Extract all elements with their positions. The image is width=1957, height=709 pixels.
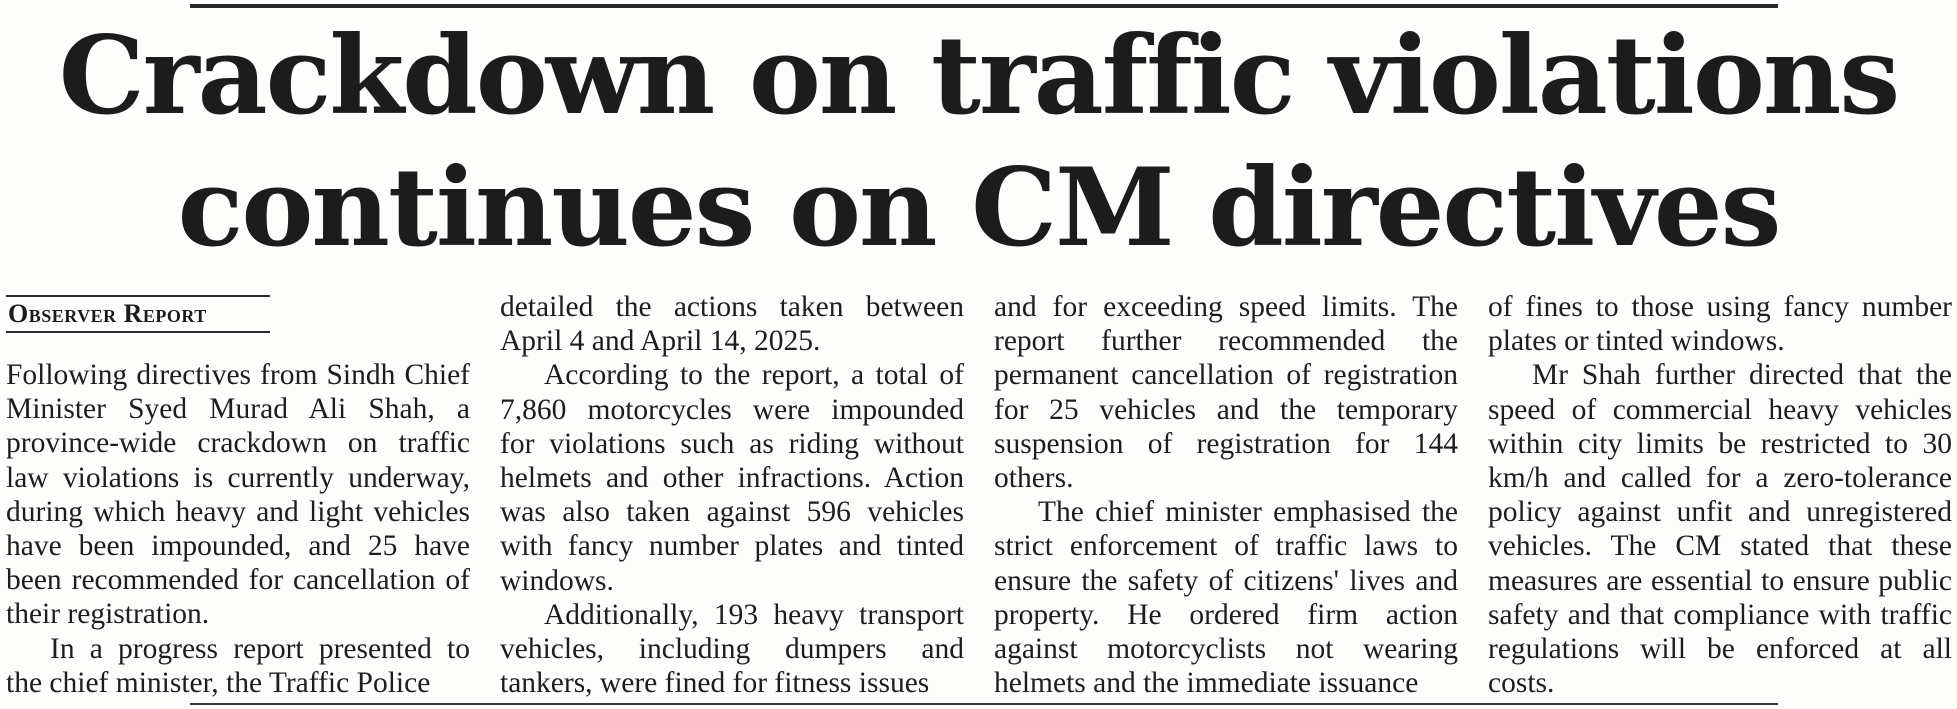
paragraph: and for exceeding speed limits. The report further recommended the permanent cancellation of registration for 25 vehicles and the temporary suspension of registration for 144 others.	[994, 291, 1458, 495]
bottom-rule	[190, 703, 1778, 705]
top-rule	[190, 4, 1778, 8]
article-column-4	[1488, 290, 1952, 700]
paragraph: of fines to those using fancy number plates or tinted windows.	[1488, 291, 1952, 358]
headline: Crackdown on traffic violations continues on CM directives	[58, 13, 1899, 271]
paragraph: Following directives from Sindh Chief Minister Syed Murad Ali Shah, a province-wide crackdown on traffic law violations is currently underway, during which heavy and light vehicles have been impounded, and 25 have been recommended for cancellation of their registration.	[6, 359, 470, 631]
article-column-2	[500, 290, 964, 700]
article-column-1	[6, 358, 470, 700]
paragraph: detailed the actions taken between April 4 and April 14, 2025.	[500, 291, 964, 358]
paragraph: Additionally, 193 heavy transport vehicles, including dumpers and tankers, were fined for fitness issues	[500, 598, 964, 700]
paragraph: According to the report, a total of 7,860 motorcycles were impounded for violations such as riding without helmets and other infractions. Action was also taken against 596 vehicles with fancy number plates and tinted windows.	[500, 359, 964, 597]
paragraph: In a progress report presented to the chief minister, the Traffic Police	[6, 632, 470, 699]
byline: Observer Report	[6, 295, 270, 333]
paragraph: Mr Shah further directed that the speed of commercial heavy vehicles within city limits be restricted to 30 km/h and called for a zero-tolerance policy against unfit and unregistered vehicles. The CM stated that these measures are essential to ensure public safety and that compliance with traffic regulations will be enforced at all costs.	[1488, 359, 1952, 700]
article-column-3	[994, 290, 1458, 700]
paragraph: The chief minister emphasised the strict enforcement of traffic laws to ensure the safety of citizens' lives and property. He ordered firm action against motorcyclists not wearing helmets and the immediate issuance	[994, 496, 1458, 700]
